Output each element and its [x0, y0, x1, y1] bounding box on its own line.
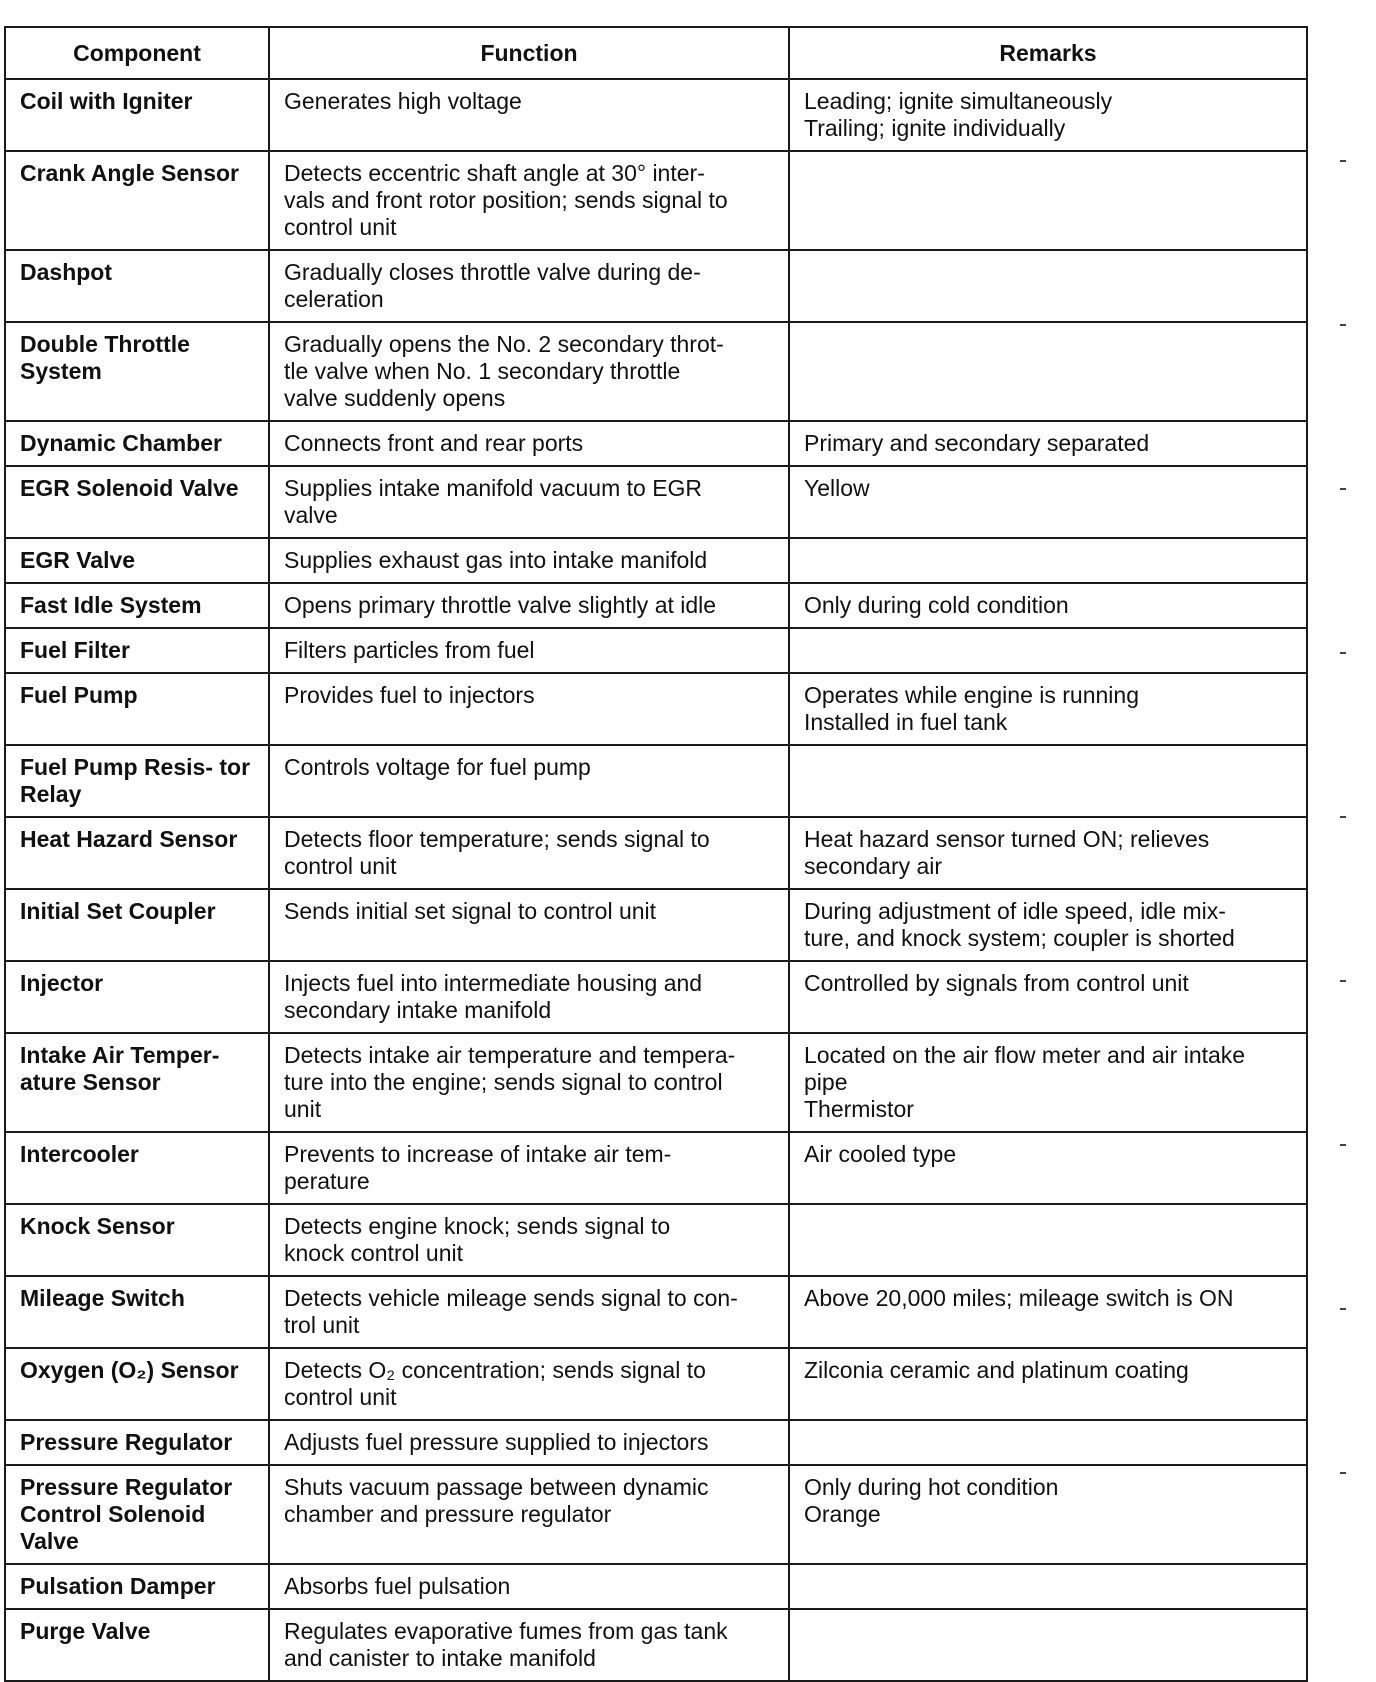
- remarks-line: Yellow: [804, 475, 870, 501]
- function-line: Detects eccentric shaft angle at 30° inter-: [284, 160, 705, 186]
- remarks-line: Orange: [804, 1501, 881, 1527]
- remarks-cell: [789, 1564, 1307, 1609]
- function-line: Detects O₂ concentration; sends signal to: [284, 1357, 706, 1383]
- function-line: secondary intake manifold: [284, 997, 552, 1023]
- margin-tick: [1340, 324, 1346, 326]
- function-line: Supplies exhaust gas into intake manifold: [284, 547, 708, 573]
- function-cell: [269, 1465, 789, 1564]
- component-cell: Heat Hazard Sensor: [5, 817, 269, 889]
- function-cell: [269, 421, 789, 466]
- function-line: control unit: [284, 853, 397, 879]
- function-line: Gradually opens the No. 2 secondary throt-: [284, 331, 724, 357]
- function-cell: [269, 1276, 789, 1348]
- remarks-line: Heat hazard sensor turned ON; relieves: [804, 826, 1210, 852]
- component-cell: Fuel Pump: [5, 673, 269, 745]
- function-cell: [269, 466, 789, 538]
- remarks-line: Controlled by signals from control unit: [804, 970, 1189, 996]
- function-line: Opens primary throttle valve slightly at idle: [284, 592, 717, 618]
- function-line: tle valve when No. 1 secondary throttle: [284, 358, 681, 384]
- remarks-cell: [789, 1465, 1307, 1564]
- component-cell: EGR Solenoid Valve: [5, 466, 269, 538]
- function-line: celeration: [284, 286, 384, 312]
- remarks-cell: [789, 1204, 1307, 1276]
- remarks-cell: [789, 745, 1307, 817]
- function-line: Generates high voltage: [284, 88, 522, 114]
- margin-tick: [1340, 1144, 1346, 1146]
- remarks-cell: [789, 151, 1307, 250]
- component-cell: Injector: [5, 961, 269, 1033]
- remarks-cell: [789, 79, 1307, 151]
- table-row: [5, 583, 1307, 628]
- function-cell: [269, 322, 789, 421]
- component-cell: Intake Air Temper- ature Sensor: [5, 1033, 269, 1132]
- remarks-line: secondary air: [804, 853, 943, 879]
- margin-tick: [1340, 980, 1346, 982]
- table-row: [5, 628, 1307, 673]
- remarks-cell: [789, 421, 1307, 466]
- remarks-cell: [789, 889, 1307, 961]
- function-line: unit: [284, 1096, 322, 1122]
- function-line: Shuts vacuum passage between dynamic: [284, 1474, 709, 1500]
- function-cell: [269, 1564, 789, 1609]
- table-row: [5, 1465, 1307, 1564]
- header-component: Component: [5, 27, 269, 79]
- remarks-line: Trailing; ignite individually: [804, 115, 1066, 141]
- function-cell: [269, 745, 789, 817]
- function-line: Prevents to increase of intake air tem-: [284, 1141, 672, 1167]
- table-row: [5, 538, 1307, 583]
- remarks-cell: [789, 1420, 1307, 1465]
- component-table-wrapper: [4, 26, 1306, 1682]
- function-line: Gradually closes throttle valve during de-: [284, 259, 701, 285]
- table-row: [5, 889, 1307, 961]
- remarks-line: Leading; ignite simultaneously: [804, 88, 1113, 114]
- remarks-line: During adjustment of idle speed, idle mix-: [804, 898, 1226, 924]
- remarks-cell: [789, 1132, 1307, 1204]
- table-row: [5, 151, 1307, 250]
- function-cell: [269, 583, 789, 628]
- remarks-cell: [789, 1033, 1307, 1132]
- component-cell: Purge Valve: [5, 1609, 269, 1681]
- function-cell: [269, 628, 789, 673]
- function-cell: [269, 538, 789, 583]
- table-row: [5, 421, 1307, 466]
- function-line: Detects vehicle mileage sends signal to con-: [284, 1285, 738, 1311]
- function-line: valve: [284, 502, 338, 528]
- function-line: Sends initial set signal to control unit: [284, 898, 657, 924]
- function-cell: [269, 889, 789, 961]
- component-cell: Intercooler: [5, 1132, 269, 1204]
- header-remarks: Remarks: [789, 27, 1307, 79]
- function-line: vals and front rotor position; sends signal to: [284, 187, 728, 213]
- function-line: Controls voltage for fuel pump: [284, 754, 591, 780]
- table-row: [5, 673, 1307, 745]
- table-row: [5, 1204, 1307, 1276]
- component-cell: Fuel Filter: [5, 628, 269, 673]
- table-row: [5, 1132, 1307, 1204]
- table-row: [5, 1564, 1307, 1609]
- table-row: [5, 1420, 1307, 1465]
- function-line: Provides fuel to injectors: [284, 682, 535, 708]
- header-function: Function: [269, 27, 789, 79]
- remarks-line: Operates while engine is running: [804, 682, 1139, 708]
- function-line: chamber and pressure regulator: [284, 1501, 612, 1527]
- table-row: [5, 1348, 1307, 1420]
- function-line: trol unit: [284, 1312, 360, 1338]
- remarks-cell: [789, 250, 1307, 322]
- function-cell: [269, 250, 789, 322]
- function-line: Filters particles from fuel: [284, 637, 535, 663]
- remarks-cell: [789, 583, 1307, 628]
- function-line: Supplies intake manifold vacuum to EGR: [284, 475, 703, 501]
- component-cell: Fuel Pump Resis- tor Relay: [5, 745, 269, 817]
- component-cell: Pulsation Damper: [5, 1564, 269, 1609]
- remarks-line: ture, and knock system; coupler is shorted: [804, 925, 1235, 951]
- component-cell: Dashpot: [5, 250, 269, 322]
- component-cell: Pressure Regulator: [5, 1420, 269, 1465]
- remarks-line: Zilconia ceramic and platinum coating: [804, 1357, 1189, 1383]
- component-cell: Pressure Regulator Control Solenoid Valve: [5, 1465, 269, 1564]
- function-cell: [269, 1132, 789, 1204]
- remarks-cell: [789, 1609, 1307, 1681]
- function-cell: [269, 79, 789, 151]
- function-line: Detects floor temperature; sends signal to: [284, 826, 710, 852]
- function-cell: [269, 1204, 789, 1276]
- remarks-line: Air cooled type: [804, 1141, 957, 1167]
- remarks-line: Located on the air flow meter and air intake: [804, 1042, 1246, 1068]
- function-cell: [269, 817, 789, 889]
- table-row: [5, 1033, 1307, 1132]
- table-row: [5, 745, 1307, 817]
- function-line: control unit: [284, 1384, 397, 1410]
- table-row: [5, 1276, 1307, 1348]
- table-row: [5, 961, 1307, 1033]
- table-row: [5, 250, 1307, 322]
- function-line: valve suddenly opens: [284, 385, 506, 411]
- margin-tick: [1340, 160, 1346, 162]
- function-line: control unit: [284, 214, 397, 240]
- table-row: [5, 466, 1307, 538]
- function-cell: [269, 1033, 789, 1132]
- function-cell: [269, 1420, 789, 1465]
- remarks-line: Above 20,000 miles; mileage switch is ON: [804, 1285, 1234, 1311]
- margin-tick: [1340, 816, 1346, 818]
- function-cell: [269, 151, 789, 250]
- function-line: perature: [284, 1168, 370, 1194]
- remarks-line: Primary and secondary separated: [804, 430, 1150, 456]
- function-line: Detects intake air temperature and tempera-: [284, 1042, 736, 1068]
- component-cell: Coil with Igniter: [5, 79, 269, 151]
- remarks-line: pipe: [804, 1069, 848, 1095]
- table-row: [5, 1609, 1307, 1681]
- remarks-cell: [789, 1276, 1307, 1348]
- table-row: [5, 79, 1307, 151]
- margin-tick: [1340, 1472, 1346, 1474]
- table-body: [5, 79, 1307, 1681]
- header-row: [5, 27, 1307, 79]
- table-row: [5, 322, 1307, 421]
- function-line: and canister to intake manifold: [284, 1645, 596, 1671]
- component-cell: Initial Set Coupler: [5, 889, 269, 961]
- table-row: [5, 817, 1307, 889]
- remarks-cell: [789, 322, 1307, 421]
- remarks-line: Only during hot condition: [804, 1474, 1059, 1500]
- component-cell: Crank Angle Sensor: [5, 151, 269, 250]
- remarks-cell: [789, 817, 1307, 889]
- margin-tick: [1340, 488, 1346, 490]
- component-cell: Knock Sensor: [5, 1204, 269, 1276]
- function-cell: [269, 961, 789, 1033]
- component-cell: Oxygen (O₂) Sensor: [5, 1348, 269, 1420]
- function-line: knock control unit: [284, 1240, 463, 1266]
- remarks-line: Installed in fuel tank: [804, 709, 1008, 735]
- function-line: Connects front and rear ports: [284, 430, 584, 456]
- function-line: ture into the engine; sends signal to control: [284, 1069, 723, 1095]
- function-line: Injects fuel into intermediate housing and: [284, 970, 703, 996]
- component-cell: Dynamic Chamber: [5, 421, 269, 466]
- function-line: Detects engine knock; sends signal to: [284, 1213, 671, 1239]
- function-cell: [269, 1609, 789, 1681]
- component-cell: Mileage Switch: [5, 1276, 269, 1348]
- remarks-cell: [789, 961, 1307, 1033]
- component-cell: Fast Idle System: [5, 583, 269, 628]
- function-line: Adjusts fuel pressure supplied to injectors: [284, 1429, 709, 1455]
- component-cell: EGR Valve: [5, 538, 269, 583]
- margin-tick: [1340, 652, 1346, 654]
- component-cell: Double Throttle System: [5, 322, 269, 421]
- remarks-cell: [789, 1348, 1307, 1420]
- remarks-cell: [789, 673, 1307, 745]
- remarks-cell: [789, 538, 1307, 583]
- remarks-line: Thermistor: [804, 1096, 914, 1122]
- function-cell: [269, 1348, 789, 1420]
- remarks-line: Only during cold condition: [804, 592, 1069, 618]
- remarks-cell: [789, 628, 1307, 673]
- function-line: Absorbs fuel pulsation: [284, 1573, 511, 1599]
- margin-tick: [1340, 1308, 1346, 1310]
- function-cell: [269, 673, 789, 745]
- component-function-table: [4, 26, 1308, 1682]
- function-line: Regulates evaporative fumes from gas tank: [284, 1618, 728, 1644]
- remarks-cell: [789, 466, 1307, 538]
